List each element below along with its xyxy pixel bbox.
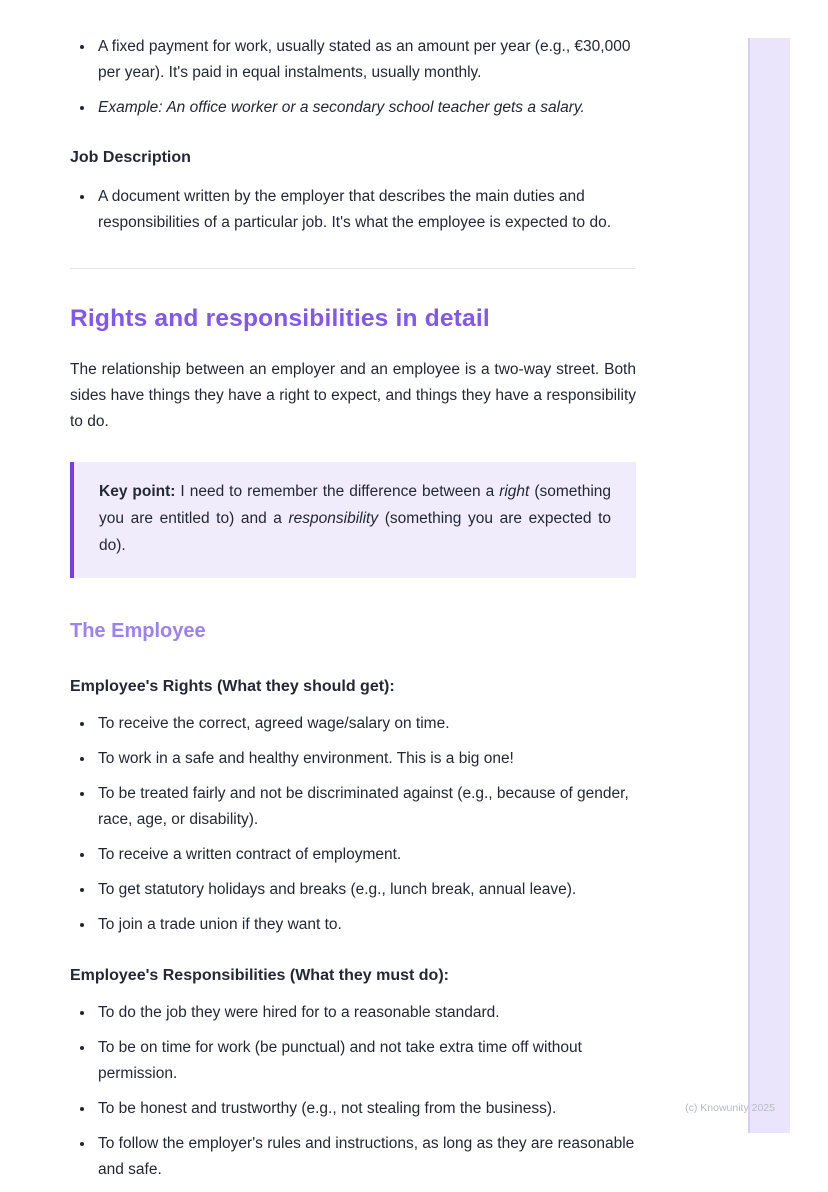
employee-responsibilities-heading: Employee's Responsibilities (What they must do): xyxy=(70,966,449,984)
employee-rights-list xyxy=(70,711,636,938)
list-item: • To join a trade union if they want to. xyxy=(95,912,636,938)
page-edge-strip xyxy=(748,38,790,1133)
list-item: • To receive the correct, agreed wage/salary on time. xyxy=(95,711,636,737)
list-item: • To receive a written contract of employment. xyxy=(95,842,636,868)
list-item: • To be on time for work (be punctual) and not take extra time off without permission. xyxy=(95,1035,636,1087)
job-description-bullet-list xyxy=(70,184,636,236)
list-item: • Example: An office worker or a secondary school teacher gets a salary. xyxy=(95,95,636,121)
salary-bullet-list xyxy=(70,34,636,121)
rights-section-intro: The relationship between an employer and an employee is a two-way street. Both sides have things they have a right to expect, and things they have a responsibility to do. xyxy=(70,361,636,431)
list-item: • A document written by the employer that describes the main duties and responsibilities of a particular job. It's what the employee is expected to do. xyxy=(95,184,636,236)
employee-responsibilities-list xyxy=(70,1000,636,1183)
list-item: • To follow the employer's rules and instructions, as long as they are reasonable and safe. xyxy=(95,1131,636,1183)
text-segment: right xyxy=(499,483,530,501)
list-item: • To work in a safe and healthy environment. This is a big one! xyxy=(95,746,636,772)
text-segment: responsibility xyxy=(288,509,379,527)
copyright-watermark: (c) Knowunity 2025 xyxy=(685,1102,775,1114)
list-item: • A fixed payment for work, usually stated as an amount per year (e.g., €30,000 per year). It's paid in equal instalments, usually monthly. xyxy=(95,34,636,86)
text-segment: (something you are entitled to) and a xyxy=(99,483,611,527)
text-segment: I need to remember the difference between a xyxy=(175,483,500,501)
list-item: • To do the job they were hired for to a reasonable standard. xyxy=(95,1000,636,1026)
section-divider xyxy=(70,268,636,269)
rights-section-heading: Rights and responsibilities in detail xyxy=(70,305,490,333)
key-point-callout xyxy=(70,462,636,578)
text-segment: Key point: xyxy=(99,483,176,501)
document-content xyxy=(70,0,636,1192)
employee-rights-heading: Employee's Rights (What they should get): xyxy=(70,677,395,695)
employee-section-heading: The Employee xyxy=(70,620,206,643)
list-item: • To be honest and trustworthy (e.g., not stealing from the business). xyxy=(95,1096,636,1122)
list-item: • To be treated fairly and not be discriminated against (e.g., because of gender, race, age, or disability). xyxy=(95,781,636,833)
text-segment: (something you are expected to do). xyxy=(99,509,611,554)
job-description-heading: Job Description xyxy=(70,149,191,167)
list-item: • To get statutory holidays and breaks (e.g., lunch break, annual leave). xyxy=(95,877,636,903)
